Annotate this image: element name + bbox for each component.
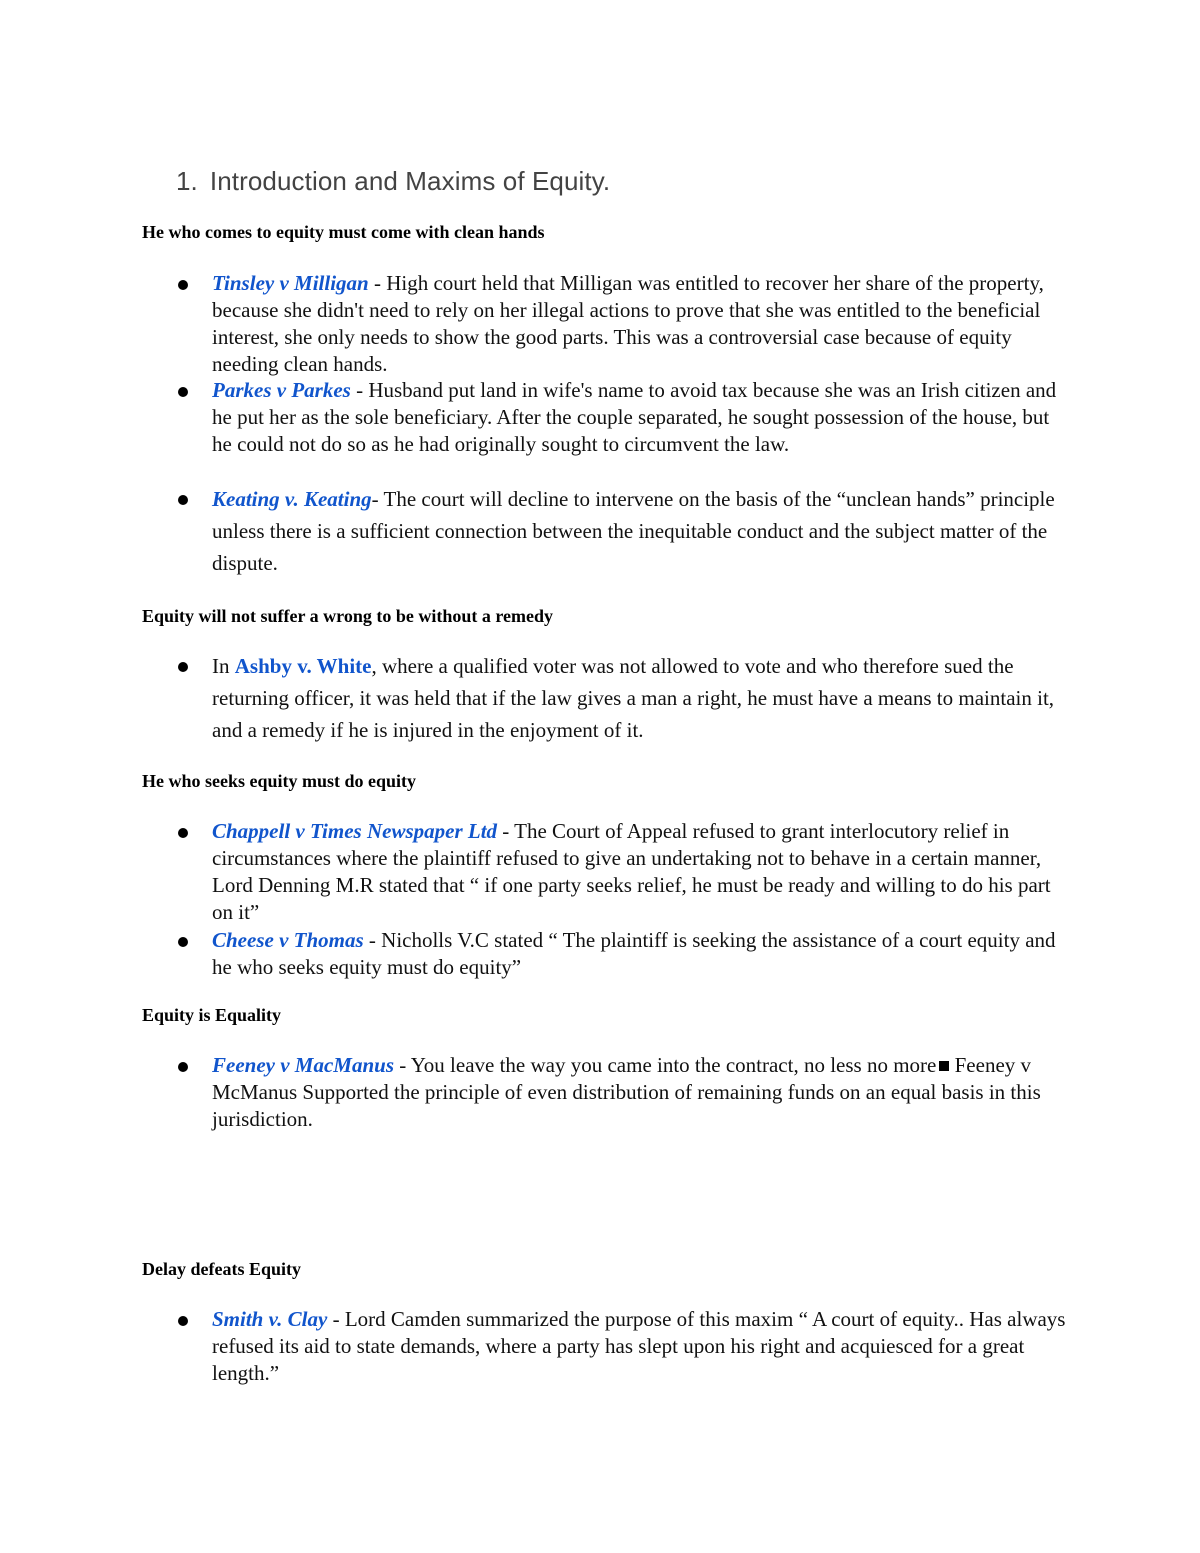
title-text: Introduction and Maxims of Equity. <box>209 166 611 196</box>
separator: - <box>497 819 515 843</box>
separator: - <box>371 487 384 511</box>
case-description-continued: Feeney v McManus Supported the principle of even distribution of remaining funds on an equal basis in this jurisdiction. <box>212 1053 1041 1131</box>
case-name-link[interactable]: Tinsley v Milligan <box>212 271 369 295</box>
section-heading-clean-hands: He who comes to equity must come with clean hands <box>142 222 545 242</box>
case-name-link[interactable]: Smith v. Clay <box>212 1307 328 1331</box>
section-heading-no-wrong-without-remedy: Equity will not suffer a wrong to be without a remedy <box>142 606 554 626</box>
section-heading-seeks-equity: He who seeks equity must do equity <box>142 771 417 791</box>
separator: - <box>327 1307 345 1331</box>
case-description: The court will decline to intervene on the basis of the “unclean hands” principle unless there is a sufficient connection between the inequitable conduct and the subject matter of the dispute. <box>212 487 1055 575</box>
section-heading-equity-is-equality: Equity is Equality <box>142 1005 282 1025</box>
section-heading-delay-defeats-equity: Delay defeats Equity <box>142 1259 301 1279</box>
bullet-icon <box>178 662 188 672</box>
list-item-keating-v-keating <box>212 483 1072 579</box>
case-name-link[interactable]: Chappell v Times Newspaper Ltd <box>212 819 498 843</box>
case-name-link[interactable]: Parkes v Parkes <box>212 378 351 402</box>
case-description: , where a qualified voter was not allowed to vote and who therefore sued the returning officer, it was held that if the law gives a man a right, he must have a means to maintain it, and a remedy if he is injured in the enjoyment of it. <box>212 654 1055 742</box>
case-name-link[interactable]: Feeney v MacManus <box>212 1053 394 1077</box>
case-name-link[interactable]: Cheese v Thomas <box>212 928 364 952</box>
page-title <box>176 166 610 197</box>
case-name-link[interactable]: Ashby v. White <box>234 654 372 678</box>
case-description: Lord Camden summarized the purpose of this maxim “ A court of equity.. Has always refused its aid to state demands, where a party has slept upon his right and acquiesced for a great length.” <box>212 1307 1066 1385</box>
list-item-chappell-v-times <box>212 818 1072 926</box>
bullet-icon <box>178 495 188 505</box>
title-number: 1. <box>176 166 198 196</box>
square-bullet-icon <box>939 1061 949 1071</box>
bullet-icon <box>178 937 188 947</box>
separator: - <box>394 1053 411 1077</box>
list-item-cheese-v-thomas <box>212 927 1072 981</box>
bullet-icon <box>178 280 188 290</box>
separator: - <box>363 928 382 952</box>
list-item-tinsley-v-milligan <box>212 270 1072 378</box>
list-item-feeney-v-macmanus <box>212 1052 1072 1133</box>
case-description: You leave the way you came into the contract, no less no more <box>410 1053 937 1077</box>
list-item-smith-v-clay <box>212 1306 1072 1387</box>
list-item-ashby-v-white <box>212 650 1072 746</box>
bullet-icon <box>178 1062 188 1072</box>
bullet-icon <box>178 828 188 838</box>
separator: - <box>350 378 369 402</box>
separator: - <box>368 271 387 295</box>
case-description: Nicholls V.C stated “ The plaintiff is seeking the assistance of a court equity and he who seeks equity must do equity” <box>212 928 1056 979</box>
case-name-link[interactable]: Keating v. Keating <box>212 487 372 511</box>
bullet-icon <box>178 1316 188 1326</box>
prefix-text: In <box>212 654 235 678</box>
case-description: The Court of Appeal refused to grant interlocutory relief in circumstances where the plaintiff refused to give an undertaking not to behave in a certain manner, Lord Denning M.R stated that “ if one party seeks relief, he must be ready and willing to do his part on it” <box>212 819 1051 924</box>
case-description: High court held that Milligan was entitled to recover her share of the property, because she didn't need to rely on her illegal actions to prove that she was entitled to the beneficial interest, she only needs to show the good parts. This was a controversial case because of equity needing clean hands. <box>212 271 1044 376</box>
case-description: Husband put land in wife's name to avoid tax because she was an Irish citizen and he put her as the sole beneficiary. After the couple separated, he sought possession of the house, but he could not do so as he had originally sought to circumvent the law. <box>212 378 1057 456</box>
list-item-parkes-v-parkes <box>212 377 1072 458</box>
bullet-icon <box>178 387 188 397</box>
